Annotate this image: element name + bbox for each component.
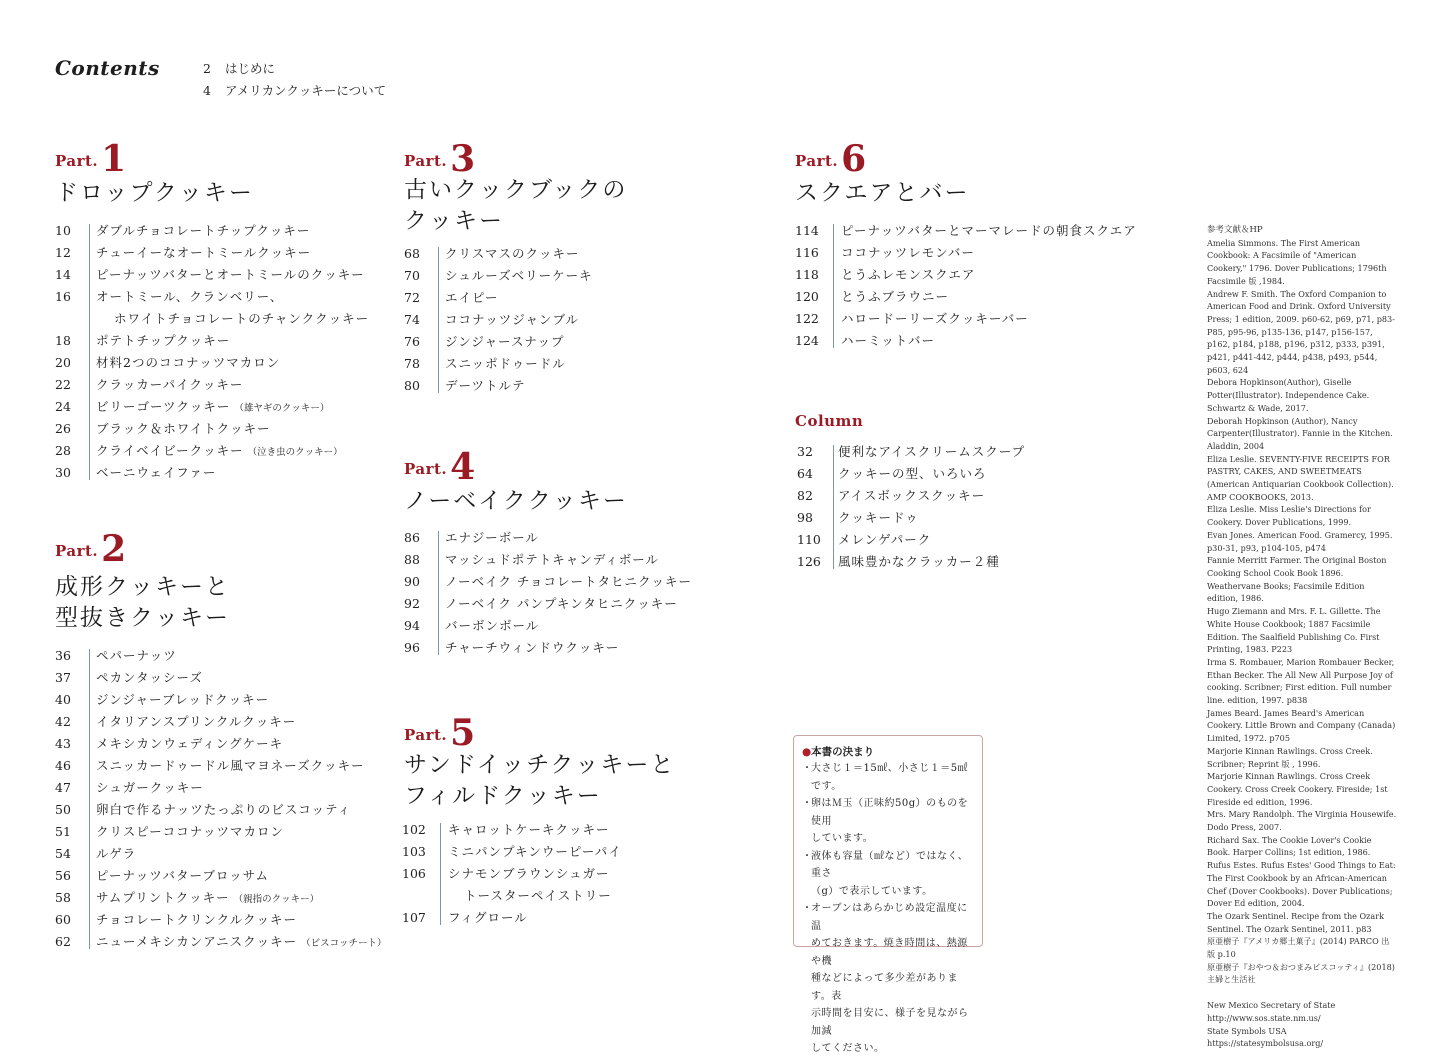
item-title: バーボンボール <box>445 618 540 633</box>
part-4-title: ノーベイククッキー <box>404 488 628 514</box>
page-number: 46 <box>55 758 71 773</box>
toc-item[interactable] <box>55 352 385 374</box>
item-title: デーツトルテ <box>445 378 526 393</box>
toc-item[interactable] <box>55 865 385 887</box>
rule-line: めておきます。焼き時間は、熱源や機 <box>811 938 968 967</box>
page-number: 78 <box>404 356 420 371</box>
part-4-label <box>404 446 475 488</box>
part-3-list <box>404 243 704 397</box>
page-number: 4 <box>203 83 211 98</box>
part-4-list <box>404 527 704 659</box>
page-number: 82 <box>797 488 813 503</box>
page-number: 96 <box>404 640 420 655</box>
toc-item[interactable] <box>795 308 1175 330</box>
toc-item[interactable] <box>55 220 385 242</box>
part-3-title: 古いクックブックの クッキー <box>404 177 628 234</box>
item-subtitle: （泣き虫のクッキー） <box>247 447 343 458</box>
item-title: 便利なアイスクリームスクープ <box>838 444 1026 459</box>
part-5-title: サンドイッチクッキーと フィルドクッキー <box>404 752 676 809</box>
page-number: 2 <box>203 61 211 76</box>
page-number: 14 <box>55 267 71 282</box>
toc-item[interactable] <box>404 287 704 309</box>
page-number: 110 <box>797 532 821 547</box>
item-title: アメリカンクッキーについて <box>225 83 387 98</box>
page-number: 58 <box>55 890 71 905</box>
page-number: 103 <box>402 844 426 859</box>
rule-bullet: ・ <box>802 798 813 809</box>
page-number: 12 <box>55 245 71 260</box>
item-title: ホワイトチョコレートのチャンククッキー <box>114 311 370 326</box>
part-number: 1 <box>101 138 127 180</box>
rule-line: しています。 <box>811 833 874 844</box>
toc-item[interactable] <box>402 885 702 907</box>
toc-item[interactable] <box>55 374 385 396</box>
references <box>1207 224 1397 1050</box>
reference-entry: 原亜樹子『おやつ＆おつまみビスコッティ』(2018) 主婦と生活社 <box>1207 961 1395 985</box>
toc-item[interactable] <box>402 841 702 863</box>
toc-item[interactable] <box>404 375 704 397</box>
reference-entry: Eliza Leslie. SEVENTY-FIVE RECEIPTS FOR PASTRY, CAKES, AND SWEETMEATS (American Antiquarian Cookbook Collection). AMP COOKBOOKS, 2013. <box>1207 453 1394 502</box>
page-number: 68 <box>404 246 420 261</box>
reference-entry: Deborah Hopkinson (Author), Nancy Carpenter(Illustrator). Fannie in the Kitchen. Aladdin, 2004 <box>1207 415 1393 451</box>
part-2-label <box>55 528 126 570</box>
rule-line: してください。 <box>811 1043 885 1054</box>
toc-item[interactable] <box>55 645 385 667</box>
toc-item[interactable] <box>404 309 704 331</box>
item-title: シュルーズベリーケーキ <box>445 268 593 283</box>
toc-item[interactable] <box>404 243 704 265</box>
item-title: イタリアンスプリンクルクッキー <box>96 714 297 729</box>
item-title: クラッカーパイクッキー <box>96 377 244 392</box>
rules-title: ●本書の決まり <box>802 746 875 758</box>
page-number: 70 <box>404 268 420 283</box>
page-number: 106 <box>402 866 426 881</box>
page-number: 10 <box>55 223 71 238</box>
page-number: 60 <box>55 912 71 927</box>
item-title: チューイーなオートミールクッキー <box>96 245 312 260</box>
page-number: 118 <box>795 267 819 282</box>
reference-entry: 原亜樹子『アメリカ郷土菓子』(2014) PARCO 出版 p.10 <box>1207 936 1390 960</box>
rule-line: ・ 大さじ１＝15㎖、小さじ１＝5㎖です。 <box>802 760 976 795</box>
item-title: ハロードーリーズクッキーバー <box>841 311 1029 326</box>
page-number: 74 <box>404 312 420 327</box>
page-number: 20 <box>55 355 71 370</box>
item-title: 材料2つのココナッツマカロン <box>96 355 281 370</box>
reference-web-line: New Mexico Secretary of State <box>1207 1000 1336 1011</box>
reference-entry: Hugo Ziemann and Mrs. F. L. Gillette. The White House Cookbook; 1887 Facsimile Edition. The Saalfield Publishing Co. First Printing, 1983. P223 <box>1207 606 1381 655</box>
page-number: 43 <box>55 736 71 751</box>
toc-item[interactable] <box>55 440 385 462</box>
item-title: トースターペイストリー <box>464 888 612 903</box>
part-1-title: ドロップクッキー <box>55 180 254 206</box>
toc-item[interactable] <box>797 441 1097 463</box>
intro-item[interactable] <box>203 80 386 102</box>
part-6-list <box>795 220 1175 352</box>
item-title: はじめに <box>225 61 276 76</box>
toc-item[interactable] <box>55 396 385 418</box>
item-title: ニューメキシカンアニスクッキー （ビスコッチート） <box>96 934 387 949</box>
item-title: アイスボックスクッキー <box>838 488 986 503</box>
page-number: 28 <box>55 443 71 458</box>
part-number: 3 <box>450 138 476 180</box>
item-title: シナモンブラウンシュガー <box>448 866 610 881</box>
page-number: 98 <box>797 510 813 525</box>
toc-item[interactable] <box>55 733 385 755</box>
page-number: 107 <box>402 910 426 925</box>
part-word: Part. <box>404 460 448 478</box>
reference-entry: Fannie Merritt Farmer. The Original Boston Cooking School Cook Book 1896. Weathervane Books; Facsimile Edition edition, 1986. <box>1207 555 1387 604</box>
item-title: ピーナッツバターとオートミールのクッキー <box>96 267 365 282</box>
item-title: キャロットケーキクッキー <box>448 822 610 837</box>
page-number: 32 <box>797 444 813 459</box>
item-title: サムプリントクッキー （親指のクッキー） <box>96 890 320 905</box>
page-number: 56 <box>55 868 71 883</box>
toc-item[interactable] <box>404 615 704 637</box>
item-title: メレンゲパーク <box>838 532 932 547</box>
toc-item[interactable] <box>55 689 385 711</box>
item-title: フィグロール <box>448 910 528 925</box>
rule-line: 種などによって多少差があります。表 <box>811 973 958 1002</box>
rule-line: 示時間を目安に、様子を見ながら加減 <box>811 1008 969 1037</box>
reference-entry: Amelia Simmons. The First American Cookbook: A Facsimile of "American Cookery," 1796. Dover Publications; 1796th Facsimile 版 ,1984. <box>1207 237 1387 286</box>
reference-web <box>1207 999 1397 1050</box>
toc-item[interactable] <box>797 529 1097 551</box>
reference-entry: Evan Jones. American Food. Gramercy, 1995. p30-31, p93, p104-105, p474 <box>1207 529 1393 553</box>
rule-bullet: ・ <box>802 850 813 862</box>
item-title: ポテトチップクッキー <box>96 333 231 348</box>
part-2-title: 成形クッキーと 型抜きクッキー <box>55 574 230 631</box>
rules-lines <box>802 760 976 1058</box>
bullet-dot-icon: ● <box>802 746 812 758</box>
page-number: 30 <box>55 465 71 480</box>
toc-item[interactable] <box>55 711 385 733</box>
item-title: クリスピーココナッツマカロン <box>96 824 285 839</box>
toc-item[interactable] <box>795 264 1175 286</box>
item-title: ココナッツレモンバー <box>841 245 975 260</box>
toc-item[interactable] <box>404 571 704 593</box>
column-list <box>797 441 1097 573</box>
page-number: 26 <box>55 421 71 436</box>
rule-line: （g）で表示しています。 <box>811 885 933 897</box>
item-title: とうふブラウニー <box>841 289 950 304</box>
part-2-list <box>55 645 385 953</box>
item-title: ダブルチョコレートチップクッキー <box>96 223 311 238</box>
reference-entry: The Ozark Sentinel. Recipe from the Ozark Sentinel. The Ozark Sentinel, 2011. p83 <box>1207 910 1385 934</box>
page-number: 64 <box>797 466 813 481</box>
intro-item[interactable] <box>203 58 386 80</box>
item-title: ハーミットバー <box>841 333 936 348</box>
item-title: エナジーボール <box>445 530 540 545</box>
item-title: ジンジャースナップ <box>445 334 565 349</box>
item-title: とうふレモンスクエア <box>841 267 976 282</box>
page-number: 90 <box>404 574 420 589</box>
page-number: 120 <box>795 289 819 304</box>
toc-item[interactable] <box>404 265 704 287</box>
item-title: ミニパンプキンウーピーパイ <box>448 844 622 859</box>
page-number: 16 <box>55 289 71 304</box>
item-subtitle: （ビスコッチート） <box>301 938 387 949</box>
page-number: 47 <box>55 780 71 795</box>
references-title: 参考文献＆HP <box>1207 225 1263 235</box>
page-number: 102 <box>402 822 426 837</box>
item-title: ピーナッツバターブロッサム <box>96 868 270 883</box>
part-5-list <box>402 819 702 929</box>
reference-entry: Andrew F. Smith. The Oxford Companion to American Food and Drink. Oxford University Press; 1 edition, 2009. p60-62, p69, p71, p83-P85, p95-96, p135-136, p147, p156-157, p162, p184, p188, p196, p312, p333, p391, p421, p441-442, p444, p438, p493, p544, p603, 624 <box>1207 288 1395 375</box>
item-title: ココナッツジャンブル <box>445 312 580 327</box>
part-number: 6 <box>841 138 867 180</box>
item-title: チョコレートクリンクルクッキー <box>96 912 298 927</box>
page-number: 36 <box>55 648 71 663</box>
contents-title: Contents <box>55 56 160 80</box>
toc-item[interactable] <box>795 220 1175 242</box>
page-number: 62 <box>55 934 71 949</box>
toc-item[interactable] <box>55 931 385 953</box>
rule-line: ・ 卵はＭ玉（正味約50g）のものを使用 <box>802 795 976 830</box>
part-number: 2 <box>101 528 127 570</box>
page-number: 114 <box>795 223 819 238</box>
page-number: 92 <box>404 596 420 611</box>
page-number: 124 <box>795 333 819 348</box>
part-6-label <box>795 138 866 180</box>
toc-item[interactable] <box>55 462 385 484</box>
item-subtitle: （親指のクッキー） <box>233 894 320 905</box>
item-title: ノーベイク パンプキンタヒニクッキー <box>445 596 678 611</box>
part-1-list <box>55 220 385 484</box>
reference-entry: Eliza Leslie. Miss Leslie's Directions for Cookery. Dover Publications, 1999. <box>1207 504 1371 528</box>
item-title: クッキーの型、いろいろ <box>838 466 987 481</box>
part-word: Part. <box>55 152 99 170</box>
toc-item[interactable] <box>797 485 1097 507</box>
item-title: 風味豊かなクラッカー２種 <box>838 554 1000 569</box>
page-number: 42 <box>55 714 71 729</box>
page-number: 122 <box>795 311 819 326</box>
reference-entry: Marjorie Kinnan Rawlings. Cross Creek Cookery. Cross Creek Cookery. Fireside; 1st Fireside ed edition, 1996. <box>1207 771 1388 807</box>
item-title: エイピー <box>445 290 499 305</box>
toc-item[interactable] <box>402 863 702 885</box>
toc-item[interactable] <box>55 887 385 909</box>
reference-entry: Mrs. Mary Randolph. The Virginia Housewife. Dodo Press, 2007. <box>1207 809 1397 833</box>
page-number: 40 <box>55 692 71 707</box>
toc-item[interactable] <box>55 777 385 799</box>
reference-entry: Richard Sax. The Cookie Lover's Cookie Book. Harper Collins; 1st edition, 1986. <box>1207 834 1372 858</box>
toc-item[interactable] <box>797 551 1097 573</box>
toc-item[interactable] <box>404 527 704 549</box>
reference-entries <box>1207 237 1397 986</box>
toc-item[interactable] <box>795 286 1175 308</box>
item-title: クリスマスのクッキー <box>445 246 580 261</box>
toc-item[interactable] <box>55 909 385 931</box>
item-title: オートミール、クランベリー、 <box>96 289 284 304</box>
page-number: 50 <box>55 802 71 817</box>
item-title: ルゲラ <box>96 846 137 861</box>
column-label: Column <box>795 412 864 430</box>
toc-item[interactable] <box>55 242 385 264</box>
item-title: ブラック＆ホワイトクッキー <box>96 421 271 436</box>
item-subtitle: （雄ヤギのクッキー） <box>234 403 330 414</box>
page-number: 126 <box>797 554 821 569</box>
page-number: 24 <box>55 399 71 414</box>
page-number: 22 <box>55 377 71 392</box>
item-title: シュガークッキー <box>96 780 204 795</box>
intro-list <box>203 58 386 102</box>
toc-item[interactable] <box>404 593 704 615</box>
item-title: クッキードゥ <box>838 510 919 525</box>
part-1-label <box>55 138 126 180</box>
toc-item[interactable] <box>402 907 702 929</box>
toc-item[interactable] <box>404 331 704 353</box>
item-title: スニッポドゥードル <box>445 356 566 371</box>
toc-item[interactable] <box>402 819 702 841</box>
toc-item[interactable] <box>795 330 1175 352</box>
page-number: 116 <box>795 245 819 260</box>
item-title: ペパーナッツ <box>96 648 177 663</box>
page-number: 80 <box>404 378 420 393</box>
toc-item[interactable] <box>55 286 385 308</box>
item-title: ピーナッツバターとマーマレードの朝食スクエア <box>841 223 1137 238</box>
toc-item[interactable] <box>404 637 704 659</box>
item-title: ジンジャーブレッドクッキー <box>96 692 270 707</box>
part-number: 5 <box>450 712 476 754</box>
rule-line: ・ 液体も容量（㎖など）ではなく、重さ <box>802 848 976 883</box>
reference-web-line[interactable]: http://www.sos.state.nm.us/ <box>1207 1012 1321 1023</box>
reference-entry: Debora Hopkinson(Author), Giselle Potter(Illustrator). Independence Cake. Schwartz & Wade, 2017. <box>1207 377 1370 413</box>
part-word: Part. <box>795 152 839 170</box>
rule-line: ・ オーブンはあらかじめ設定温度に温 <box>802 900 976 935</box>
reference-entry: Marjorie Kinnan Rawlings. Cross Creek. Scribner; Reprint 版 , 1996. <box>1207 745 1373 769</box>
page-number: 88 <box>404 552 420 567</box>
toc-item[interactable] <box>55 667 385 689</box>
page-number: 76 <box>404 334 420 349</box>
reference-web-line: State Symbols USA https://statesymbolsusa.org/ <box>1207 1025 1324 1049</box>
item-title: ビリーゴーツクッキー （雄ヤギのクッキー） <box>96 399 330 414</box>
part-5-label <box>404 712 475 754</box>
rule-bullet: ・ <box>802 763 813 774</box>
toc-item[interactable] <box>55 755 385 777</box>
item-title: ノーベイク チョコレートタヒニクッキー <box>445 574 692 589</box>
toc-item[interactable] <box>404 353 704 375</box>
part-word: Part. <box>55 542 99 560</box>
item-title: クライベイビークッキー （泣き虫のクッキー） <box>96 443 343 458</box>
reference-entry: James Beard. James Beard's American Cookery. Little Brown and Company (Canada) Limited, 1972. p705 <box>1207 707 1396 744</box>
toc-item[interactable] <box>55 308 385 330</box>
item-title: ベーニウェイファー <box>96 465 217 480</box>
item-title: 卵白で作るナッツたっぷりのビスコッティ <box>96 802 352 817</box>
part-word: Part. <box>404 152 448 170</box>
toc-item[interactable] <box>55 821 385 843</box>
page-number: 18 <box>55 333 71 348</box>
item-title: マッシュドポテトキャンディボール <box>445 552 660 567</box>
reference-entry: Rufus Estes. Rufus Estes' Good Things to Eat: The First Cookbook by an African-American Chef (Dover Cookbooks). Dover Publications; Dover Ed edition, 2004. <box>1207 860 1396 909</box>
part-word: Part. <box>404 726 448 744</box>
rules-box <box>793 735 983 1054</box>
reference-entry: Irma S. Rombauer, Marion Rombauer Becker, Ethan Becker. The All New All Purpose Joy of cooking. Scribner; First edition. Full number line. edition, 1997. p838 <box>1207 656 1395 706</box>
item-title: メキシカンウェディングケーキ <box>96 736 284 751</box>
page-number: 54 <box>55 846 71 861</box>
rule-bullet: ・ <box>802 903 813 914</box>
toc-item[interactable] <box>55 264 385 286</box>
toc-item[interactable] <box>55 843 385 865</box>
page-number: 72 <box>404 290 420 305</box>
toc-item[interactable] <box>55 330 385 352</box>
item-title: チャーチウィンドウクッキー <box>445 640 620 655</box>
part-number: 4 <box>450 446 476 488</box>
item-title: スニッカードゥードル風マヨネーズクッキー <box>96 758 365 773</box>
page-number: 37 <box>55 670 71 685</box>
toc-item[interactable] <box>404 549 704 571</box>
toc-item[interactable] <box>55 799 385 821</box>
part-3-label <box>404 138 475 180</box>
page-number: 94 <box>404 618 420 633</box>
part-6-title: スクエアとバー <box>795 180 970 206</box>
toc-item[interactable] <box>55 418 385 440</box>
toc-item[interactable] <box>795 242 1175 264</box>
toc-item[interactable] <box>797 507 1097 529</box>
toc-item[interactable] <box>797 463 1097 485</box>
page-number: 86 <box>404 530 420 545</box>
item-title: ペカンタッシーズ <box>96 670 203 685</box>
page-number: 51 <box>55 824 71 839</box>
